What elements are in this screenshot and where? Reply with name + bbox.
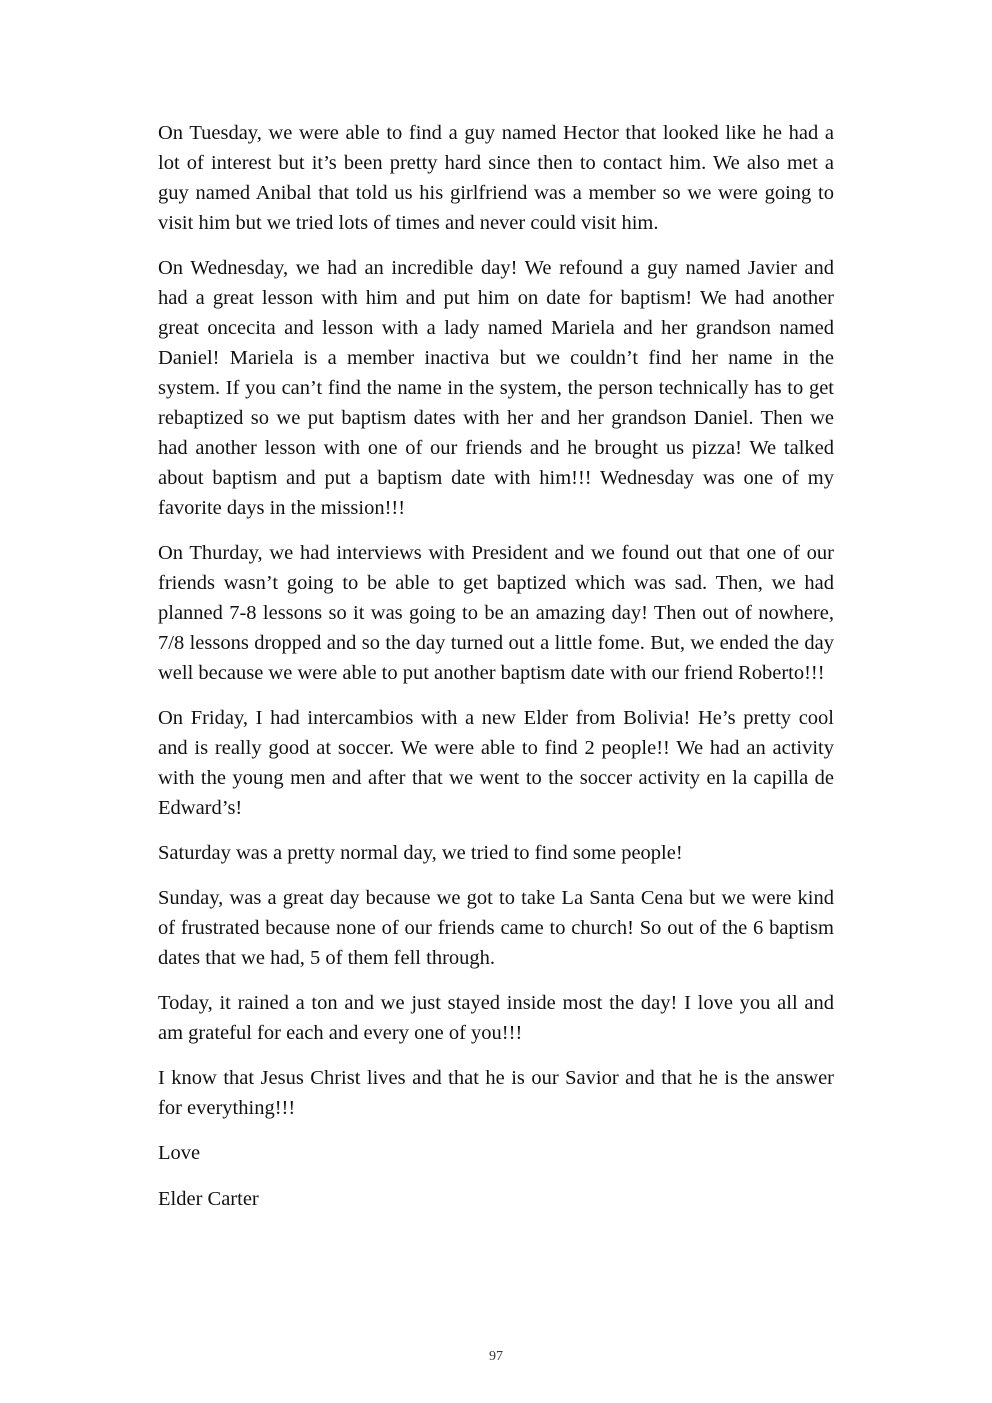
- paragraph-saturday: Saturday was a pretty normal day, we tried to find some people!: [158, 842, 683, 864]
- paragraph-sunday: Sunday, was a great day because we got to take La Santa Cena but we were kind of frustrated because none of our friends came to church! So out of the 6 baptism dates that we had, 5 of them fell through.: [158, 887, 834, 969]
- paragraph-thursday: On Thurday, we had interviews with President and we found out that one of our friends wasn’t going to be able to get baptized which was sad. Then, we had planned 7-8 lessons so it was going to be an amazing day! Then out of nowhere, 7/8 lessons dropped and so the day turned out a little fome. But, we ended the day well because we were able to put another baptism date with our friend Roberto!!!: [158, 542, 834, 684]
- paragraph-testimony: I know that Jesus Christ lives and that he is our Savior and that he is the answer for everything!!!: [158, 1067, 834, 1119]
- letter-body: [158, 118, 834, 1229]
- paragraph-tuesday: On Tuesday, we were able to find a guy named Hector that looked like he had a lot of interest but it’s been pretty hard since then to contact him. We also met a guy named Anibal that told us his girlfriend was a member so we were going to visit him but we tried lots of times and never could visit him.: [158, 122, 834, 234]
- signature: Elder Carter: [158, 1188, 259, 1210]
- page-number: 97: [489, 1349, 503, 1364]
- paragraph-today: Today, it rained a ton and we just stayed inside most the day! I love you all and am grateful for each and every one of you!!!: [158, 992, 834, 1044]
- paragraph-friday: On Friday, I had intercambios with a new Elder from Bolivia! He’s pretty cool and is really good at soccer. We were able to find 2 people!! We had an activity with the young men and after that we went to the soccer activity en la capilla de Edward’s!: [158, 707, 834, 819]
- paragraph-wednesday: On Wednesday, we had an incredible day! We refound a guy named Javier and had a great lesson with him and put him on date for baptism! We had another great oncecita and lesson with a lady named Mariela and her grandson named Daniel! Mariela is a member inactiva but we couldn’t find her name in the system. If you can’t find the name in the system, the person technically has to get rebaptized so we put baptism dates with her and her grandson Daniel. Then we had another lesson with one of our friends and he brought us pizza! We talked about baptism and put a baptism date with him!!! Wednesday was one of my favorite days in the mission!!!: [158, 257, 834, 519]
- closing-love: Love: [158, 1142, 201, 1164]
